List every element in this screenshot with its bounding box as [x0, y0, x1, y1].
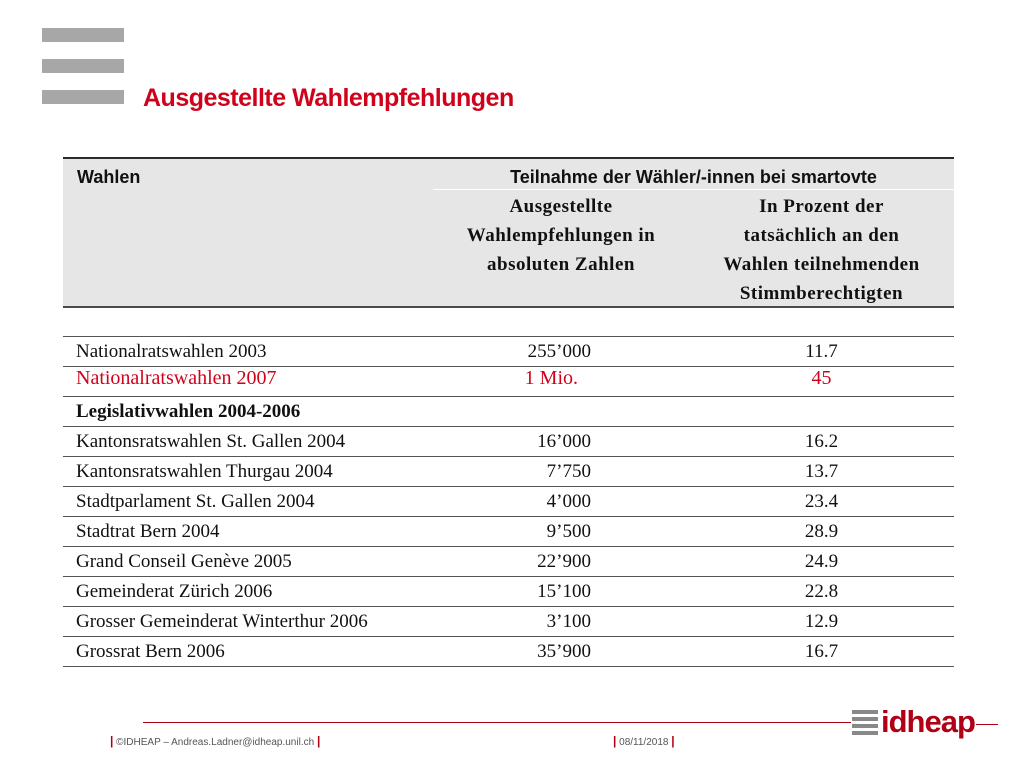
- footer-date: | 08/11/2018 |: [613, 734, 675, 748]
- table-row: Kantonsratswahlen St. Gallen 2004 16’000 16.2: [63, 427, 954, 457]
- table-row: Grossrat Bern 2006 35’900 16.7: [63, 637, 954, 667]
- table-row-national-2003: Nationalratswahlen 2003 255’000 11.7: [63, 337, 954, 367]
- header-participation: Teilnahme der Wähler/-innen bei smartovte: [433, 159, 954, 190]
- footer-copyright: | ©IDHEAP – Andreas.Ladner@idheap.unil.ch |: [110, 734, 321, 748]
- idheap-logo: idheap: [852, 704, 975, 740]
- table-row: Gemeinderat Zürich 2006 15’100 22.8: [63, 577, 954, 607]
- slide-title: Ausgestellte Wahlempfehlungen: [143, 84, 514, 112]
- table-section-legislative: Legislativwahlen 2004-2006: [63, 397, 954, 427]
- table-row: Stadtparlament St. Gallen 2004 4’000 23.4: [63, 487, 954, 517]
- table-row: Stadtrat Bern 2004 9’500 28.9: [63, 517, 954, 547]
- header-absolute: Ausgestellte Wahlempfehlungen in absoluten Zahlen: [466, 196, 656, 275]
- header-elections: Wahlen: [77, 167, 141, 187]
- table-row-national-2007: Nationalratswahlen 2007 1 Mio. 45: [63, 367, 954, 397]
- table-row: Kantonsratswahlen Thurgau 2004 7’750 13.7: [63, 457, 954, 487]
- menu-icon: [42, 28, 124, 121]
- logo-stripes-icon: [852, 707, 878, 738]
- table-spacer: [63, 308, 954, 337]
- header-percent: In Prozent der tatsächlich an den Wahlen teilnehmenden Stimmberechtigten: [723, 196, 920, 304]
- table-header: [63, 157, 954, 308]
- table-row: Grand Conseil Genève 2005 22’900 24.9: [63, 547, 954, 577]
- footer-divider: [143, 722, 851, 723]
- results-table: [63, 157, 954, 667]
- table-row: Grosser Gemeinderat Winterthur 2006 3’100 12.9: [63, 607, 954, 637]
